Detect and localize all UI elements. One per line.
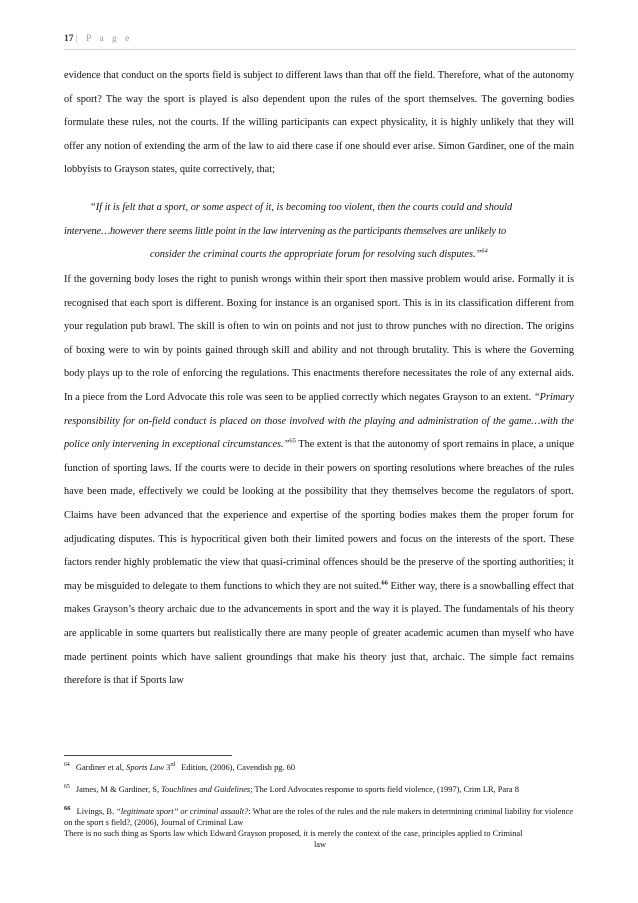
footnote-text: Livings, B.	[74, 807, 117, 816]
footnote-continuation-line-1: There is no such thing as Sports law which Edward Grayson proposed, it is merely the context of the case, principles applied to Criminal	[64, 829, 523, 838]
quote-line-3	[64, 243, 576, 267]
footnote-text: ; The Lord Advocates response to sports field violence, (1997), Crim LR, Para 8	[250, 785, 519, 794]
page-header	[64, 34, 574, 44]
quote-line-1: “If it is felt that a sport, or some aspect of it, is becoming too violent, then the courts could and should	[90, 202, 513, 213]
paragraph-2-part-c: Either way, there is a snowballing effect that makes Grayson’s theory archaic due to the advancements in sport and the way it is played. The fundamentals of his theory are applicable in some quarters but realistically there are many people of greater academic acumen than myself who have made pertinent points which have salient groundings that make his theory just that, archaic. The simple fact remains therefore is that if Sports law	[64, 580, 574, 687]
footnote-text: 3	[164, 763, 171, 772]
quote-line-3-text: consider the criminal courts the appropriate forum for resolving such disputes.”	[150, 249, 482, 261]
header-rule	[64, 49, 576, 50]
footnote-continuation	[64, 828, 576, 850]
footnote-text: Edition, (2006), Cavendish pg. 60	[179, 763, 296, 772]
footnote-text: Gardiner et al,	[73, 763, 127, 772]
paragraph-1	[64, 64, 574, 182]
paragraph-1-text: evidence that conduct on the sports field is subject to different laws than that off the field. Therefore, what of the autonomy of sport? The way the sport is played is also dependent upon the rules of the sport themselves. The governing bodies formulate these rules, not the courts. If the willing participants can expect physicality, it is highly unlikely that they will offer any notion of extending the arm of the law to aid there case if one should ever arise. Simon Gardiner, one of the main lobbyists to Grayson states, quite correctively, that;	[64, 70, 574, 176]
footnote-65	[64, 784, 576, 795]
footnote-title: Touchlines and Guidelines	[161, 785, 251, 794]
quote-line-2: intervene…however there seems little point in the law intervening as the participants themselves are unlikely to	[64, 225, 506, 237]
footnote-66	[64, 806, 576, 828]
paragraph-2-text	[64, 268, 574, 693]
footnote-64	[64, 762, 576, 773]
page-label: | P a g e	[75, 34, 133, 44]
footnote-text: James, M & Gardiner, S,	[73, 785, 162, 794]
footnote-mark: 64	[64, 762, 70, 769]
footnotes	[64, 762, 576, 850]
paragraph-2-part-b: The extent is that the autonomy of sport remains in place, a unique function of sporting laws. If the courts were to decide in their powers on sporting resolutions where breaches of the rules have been made, effectively we could be looking at the possibility that they themselves become the regulators of sport. Claims have been advanced that the experience and expertise of the sporting bodies makes them the proper forum for adjudicating disputes. This is hypocritical given both their limited powers and focus on the interests of the sport. These factors render highly problematic the view that quasi-criminal offences should be the preserve of the sporting authorities; it may be misguided to delegate to them functions to which they are not suited.	[64, 439, 574, 592]
footnote-ordinal: rd	[170, 762, 176, 769]
footnote-title: Sports Law	[126, 763, 165, 772]
footnote-mark: 66	[64, 805, 71, 813]
footnote-title: “legitimate sport” or criminal assault?	[116, 807, 249, 816]
paragraph-2-part-a: If the governing body loses the right to punish wrongs within their sport then massive problem would arise. Formally it is recognised that each sport is different. Boxing for instance is an organised sport. This is in its classification different from your regulation pub brawl. The skill is often to win on points and not just to throw punches with no direction. The origins of boxing were to win by points gained through skill and ability and not through brutality. This is where the Governing body plays up to the role of enforcing the regulations. This enactments therefore necessitates the role of any external aids. In a piece from the Lord Advocate this role was seen to be applied correctly which negates Grayson to an extent.	[64, 274, 574, 403]
paragraph-2	[64, 268, 574, 693]
footnote-ref-64[interactable]: 64	[481, 247, 488, 255]
footnote-mark: 65	[64, 784, 70, 791]
footnote-text: : What are the roles of the rules and the rule makers in determining criminal liability for violence on the sport s field?, (2006), Journal of Criminal Law	[64, 807, 574, 827]
inline-quote: “Primary responsibility for on-field conduct is placed on those involved with the playing and administration of the game…with the police only intervening in exceptional circumstances.”	[64, 391, 574, 451]
block-quote	[64, 196, 576, 267]
footnote-ref-65[interactable]: 65	[289, 437, 296, 445]
page-number: 17	[64, 34, 74, 44]
footnote-ref-66[interactable]: 66	[381, 579, 388, 587]
footnote-rule	[64, 755, 232, 756]
footnote-continuation-line-2: law	[313, 840, 327, 849]
